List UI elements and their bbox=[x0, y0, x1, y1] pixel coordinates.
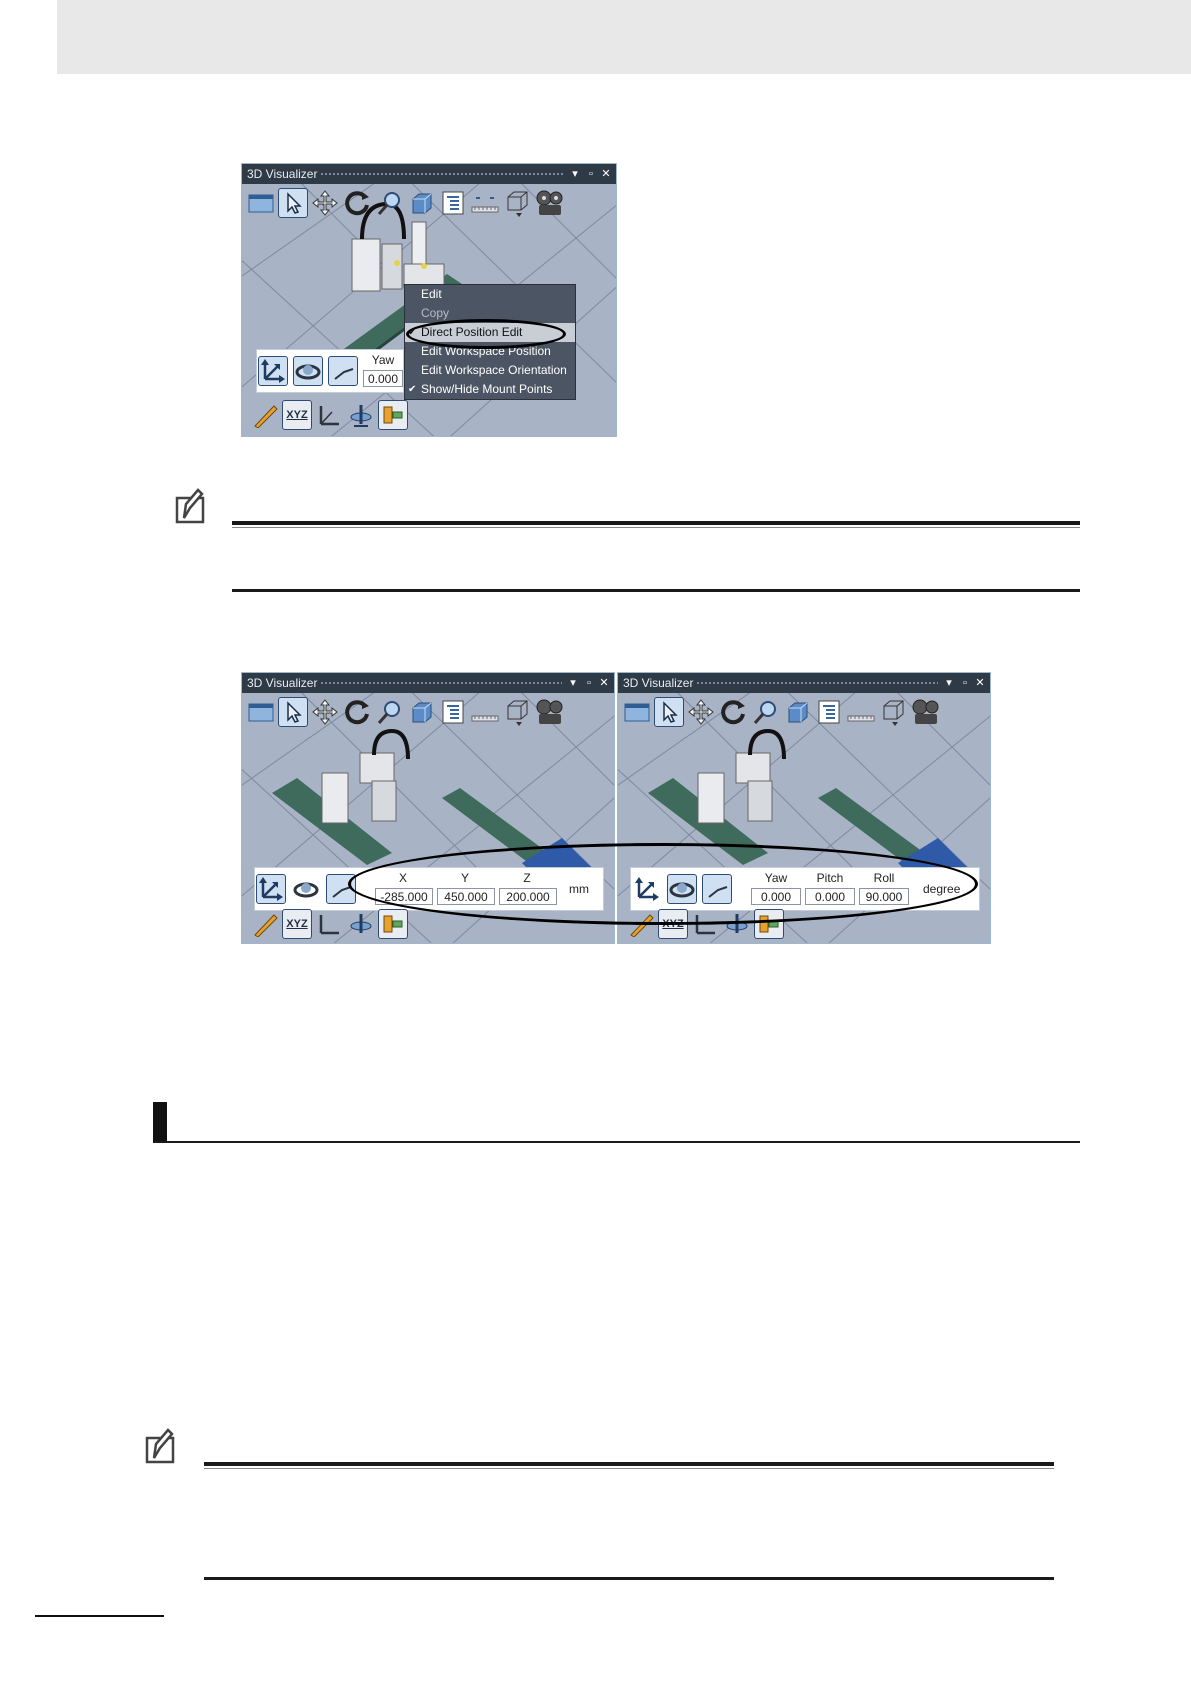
yaw-field[interactable]: 0.000 bbox=[751, 888, 801, 905]
y-field[interactable]: 450.000 bbox=[437, 888, 495, 905]
precaution-top-rule bbox=[204, 1462, 1054, 1466]
pin-dropdown-icon[interactable]: ▾ bbox=[570, 677, 576, 689]
close-icon[interactable]: ✕ bbox=[601, 168, 611, 180]
wireframe-cube-icon[interactable] bbox=[502, 188, 532, 218]
title-drag-grip[interactable] bbox=[320, 681, 562, 685]
attach-object-icon[interactable] bbox=[378, 400, 408, 430]
precaution-top-rule-thin bbox=[232, 527, 1080, 528]
window-title: 3D Visualizer bbox=[247, 676, 318, 690]
select-pointer-icon[interactable] bbox=[278, 697, 308, 727]
menu-item-edit-workspace-orientation[interactable]: Edit Workspace Orientation bbox=[421, 363, 567, 377]
window-title-bar[interactable] bbox=[242, 673, 614, 693]
scene-view-icon[interactable] bbox=[622, 697, 652, 727]
precaution-pencil-icon bbox=[144, 1426, 184, 1466]
menu-item-direct-position-edit[interactable]: ✔ Direct Position Edit bbox=[405, 323, 575, 342]
yaw-label: Yaw bbox=[764, 871, 788, 885]
translate-axes-icon[interactable] bbox=[256, 874, 286, 904]
window-title-bar[interactable] bbox=[618, 673, 990, 693]
wireframe-cube-icon[interactable] bbox=[502, 697, 532, 727]
window-title: 3D Visualizer bbox=[247, 167, 318, 181]
pencil-edit-icon[interactable] bbox=[250, 909, 280, 939]
pan-move-icon[interactable] bbox=[310, 188, 340, 218]
close-icon[interactable]: ✕ bbox=[599, 677, 609, 689]
highlight-ellipse bbox=[348, 843, 978, 925]
select-pointer-icon[interactable] bbox=[654, 697, 684, 727]
scene-view-icon[interactable] bbox=[246, 188, 276, 218]
maximize-icon[interactable]: ▫ bbox=[589, 168, 593, 180]
precaution-bottom-rule bbox=[232, 589, 1080, 592]
check-mark-icon: ✔ bbox=[408, 384, 417, 395]
maximize-icon[interactable]: ▫ bbox=[963, 677, 967, 689]
wireframe-cube-icon[interactable] bbox=[878, 697, 908, 727]
visualizer-window-context-menu bbox=[241, 163, 617, 437]
zoom-magnifier-icon[interactable] bbox=[750, 697, 780, 727]
roll-field[interactable]: 90.000 bbox=[859, 888, 909, 905]
check-mark-icon: ✔ bbox=[408, 327, 417, 338]
robot-graphic bbox=[322, 731, 408, 823]
window-title: 3D Visualizer bbox=[623, 676, 694, 690]
z-label: Z bbox=[523, 871, 531, 885]
zoom-magnifier-icon[interactable] bbox=[374, 697, 404, 727]
solid-cube-icon[interactable] bbox=[406, 697, 436, 727]
roll-label: Roll bbox=[873, 871, 895, 885]
page-header-band bbox=[57, 0, 1191, 74]
scene-view-icon[interactable] bbox=[246, 697, 276, 727]
footer-rule bbox=[35, 1615, 164, 1617]
menu-item-edit-workspace-position[interactable]: Edit Workspace Position bbox=[421, 344, 551, 358]
record-film-icon[interactable] bbox=[534, 188, 564, 218]
x-label: X bbox=[398, 871, 407, 885]
yaw-label: Yaw bbox=[371, 353, 395, 367]
title-drag-grip[interactable] bbox=[320, 172, 564, 176]
unit-mm: mm bbox=[569, 882, 589, 896]
mount-point-icon[interactable] bbox=[346, 909, 376, 939]
xyz-coordinate-button[interactable]: XYZ bbox=[658, 909, 688, 939]
translate-axes-icon[interactable] bbox=[258, 356, 288, 386]
unit-degree: degree bbox=[923, 882, 961, 896]
rotate-object-icon[interactable] bbox=[293, 356, 323, 386]
pan-move-icon[interactable] bbox=[686, 697, 716, 727]
axis-origin-icon[interactable] bbox=[314, 400, 344, 430]
mount-point-icon[interactable] bbox=[346, 400, 376, 430]
xyz-coordinate-button[interactable]: XYZ bbox=[282, 909, 312, 939]
scene-tree-icon[interactable] bbox=[814, 697, 844, 727]
yaw-field[interactable]: 0.000 bbox=[363, 370, 403, 387]
x-field[interactable]: -285.000 bbox=[375, 888, 433, 905]
precaution-bottom-rule bbox=[204, 1577, 1054, 1580]
solid-cube-icon[interactable] bbox=[782, 697, 812, 727]
measure-ruler-icon[interactable] bbox=[846, 697, 876, 727]
robot-graphic bbox=[698, 731, 784, 823]
attach-object-icon[interactable] bbox=[378, 909, 408, 939]
axis-origin-icon[interactable] bbox=[314, 909, 344, 939]
close-icon[interactable]: ✕ bbox=[975, 677, 985, 689]
menu-item-edit[interactable]: Edit bbox=[421, 287, 442, 301]
scene-tree-icon[interactable] bbox=[438, 697, 468, 727]
record-film-icon[interactable] bbox=[910, 697, 940, 727]
precaution-top-rule bbox=[232, 521, 1080, 525]
title-drag-grip[interactable] bbox=[696, 681, 938, 685]
workspace-angle-icon[interactable] bbox=[328, 356, 358, 386]
select-pointer-icon[interactable] bbox=[278, 188, 308, 218]
rotate-view-icon[interactable] bbox=[342, 697, 372, 727]
z-field[interactable]: 200.000 bbox=[499, 888, 557, 905]
scene-tree-icon[interactable] bbox=[438, 188, 468, 218]
pitch-label: Pitch bbox=[816, 871, 844, 885]
section-heading-rule bbox=[153, 1141, 1080, 1143]
measure-ruler-icon[interactable] bbox=[470, 697, 500, 727]
rotate-view-icon[interactable] bbox=[718, 697, 748, 727]
direct-edit-panel bbox=[256, 349, 404, 393]
solid-cube-icon[interactable] bbox=[406, 188, 436, 218]
xyz-coordinate-button[interactable]: XYZ bbox=[282, 400, 312, 430]
rotate-view-icon[interactable] bbox=[342, 188, 372, 218]
zoom-magnifier-icon[interactable] bbox=[374, 188, 404, 218]
precaution-top-rule-thin bbox=[204, 1468, 1054, 1469]
pan-move-icon[interactable] bbox=[310, 697, 340, 727]
pitch-field[interactable]: 0.000 bbox=[805, 888, 855, 905]
pin-dropdown-icon[interactable]: ▾ bbox=[572, 168, 578, 180]
window-title-bar[interactable] bbox=[242, 164, 616, 184]
section-heading-bar bbox=[153, 1102, 167, 1143]
record-film-icon[interactable] bbox=[534, 697, 564, 727]
y-label: Y bbox=[460, 871, 469, 885]
pencil-edit-icon[interactable] bbox=[250, 400, 280, 430]
rotate-object-icon[interactable] bbox=[291, 874, 321, 904]
pin-dropdown-icon[interactable]: ▾ bbox=[946, 677, 952, 689]
menu-item-show-hide-mount-points[interactable]: ✔ Show/Hide Mount Points bbox=[405, 380, 575, 399]
highlight-ellipse bbox=[406, 319, 566, 349]
measure-ruler-icon[interactable] bbox=[470, 188, 500, 218]
menu-item-copy[interactable]: Copy bbox=[421, 306, 450, 320]
maximize-icon[interactable]: ▫ bbox=[587, 677, 591, 689]
precaution-pencil-icon bbox=[174, 486, 214, 526]
